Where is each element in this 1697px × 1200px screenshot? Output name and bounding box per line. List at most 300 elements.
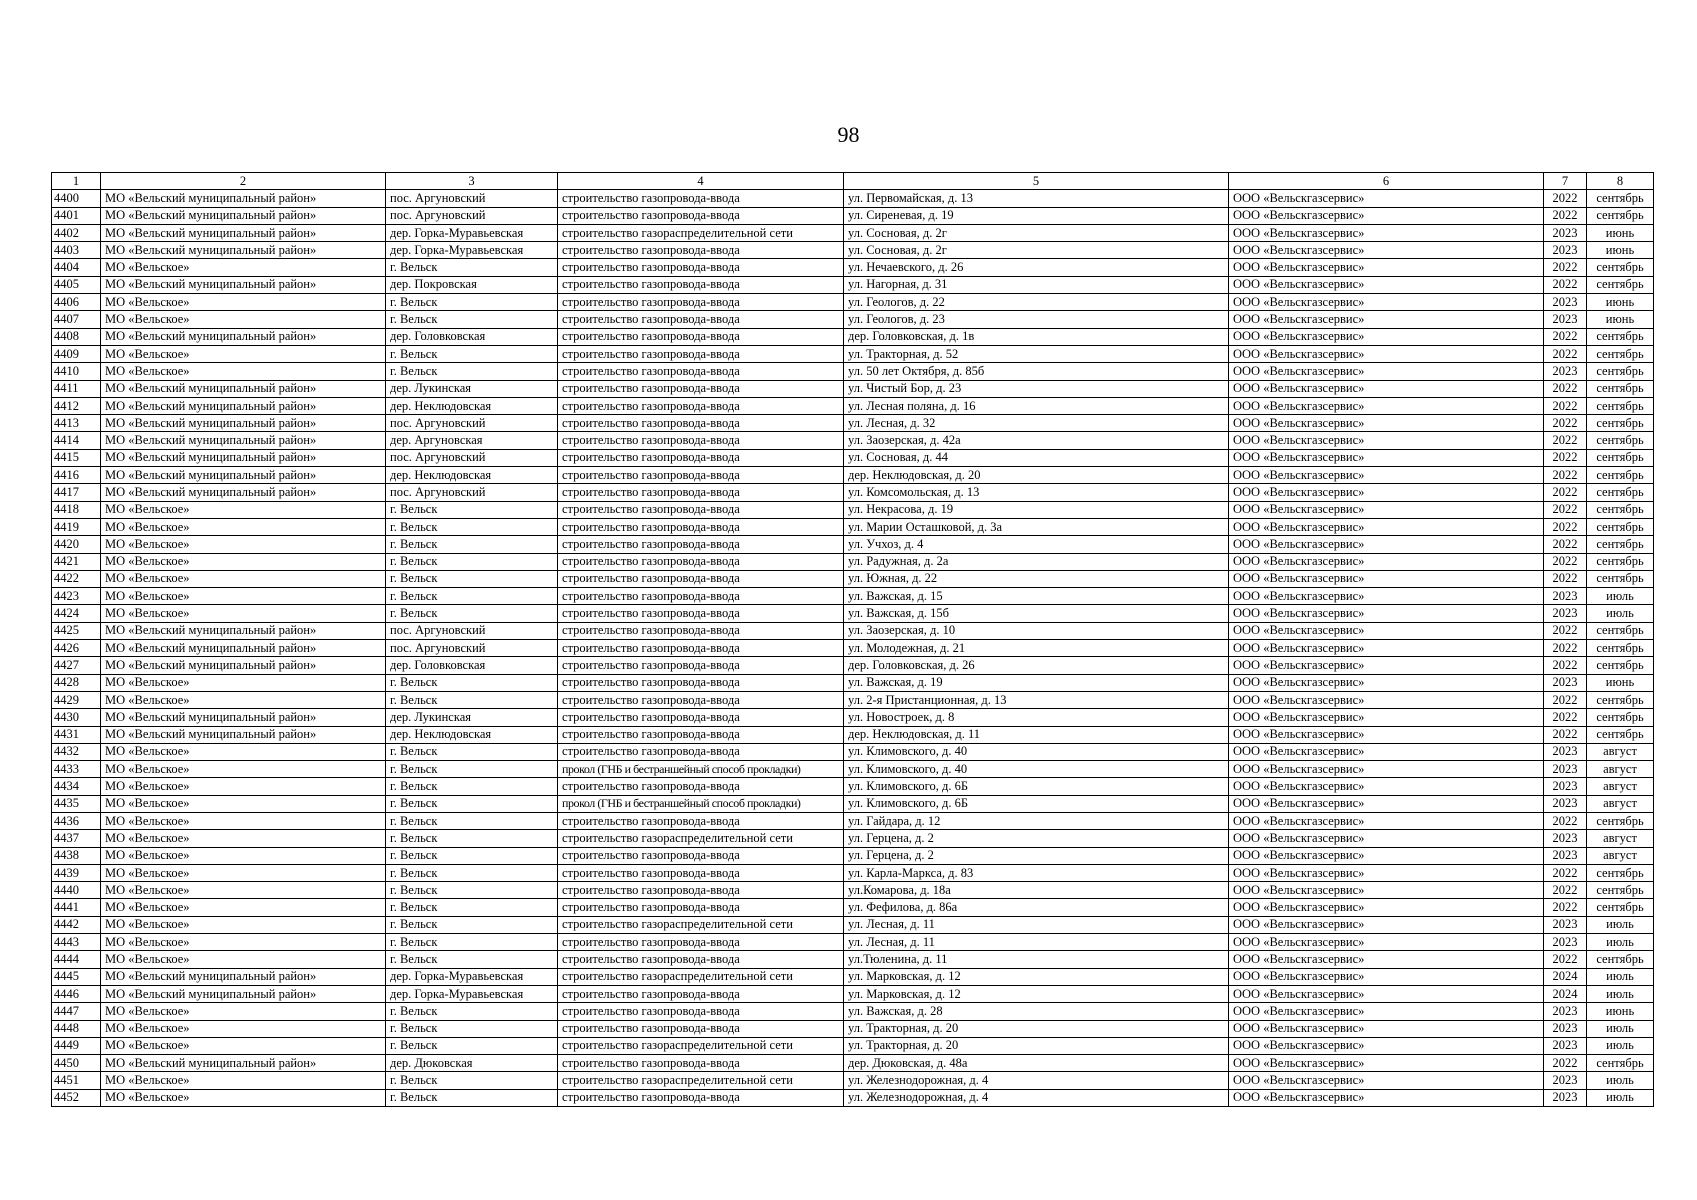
contractor-cell: ООО «Вельскгазсервис»: [1229, 657, 1544, 674]
address-cell: ул. Заозерская, д. 10: [844, 622, 1229, 639]
settlement-cell: дер. Горка-Муравьевская: [386, 242, 558, 259]
month-cell: июнь: [1587, 294, 1654, 311]
row-number-cell: 4427: [52, 657, 101, 674]
municipality-cell: МО «Вельское»: [101, 795, 386, 812]
year-cell: 2022: [1544, 812, 1587, 829]
row-number-cell: 4419: [52, 518, 101, 535]
contractor-cell: ООО «Вельскгазсервис»: [1229, 190, 1544, 207]
work-type-cell: строительство газопровода-ввода: [558, 934, 844, 951]
row-number-cell: 4430: [52, 709, 101, 726]
work-type-cell: строительство газопровода-ввода: [558, 726, 844, 743]
year-cell: 2024: [1544, 968, 1587, 985]
work-type-cell: строительство газопровода-ввода: [558, 640, 844, 657]
settlement-cell: г. Вельск: [386, 345, 558, 362]
table-row: [52, 934, 1654, 951]
municipality-cell: МО «Вельское»: [101, 951, 386, 968]
row-number-cell: 4410: [52, 363, 101, 380]
row-number-cell: 4422: [52, 570, 101, 587]
month-cell: сентябрь: [1587, 397, 1654, 414]
address-cell: ул. Фефилова, д. 86а: [844, 899, 1229, 916]
table-row: [52, 190, 1654, 207]
work-type-cell: строительство газопровода-ввода: [558, 1055, 844, 1072]
municipality-cell: МО «Вельский муниципальный район»: [101, 467, 386, 484]
work-type-cell: строительство газопровода-ввода: [558, 397, 844, 414]
row-number-cell: 4414: [52, 432, 101, 449]
year-cell: 2022: [1544, 276, 1587, 293]
contractor-cell: ООО «Вельскгазсервис»: [1229, 882, 1544, 899]
contractor-cell: ООО «Вельскгазсервис»: [1229, 518, 1544, 535]
table-row: [52, 1003, 1654, 1020]
contractor-cell: ООО «Вельскгазсервис»: [1229, 812, 1544, 829]
settlement-cell: г. Вельск: [386, 743, 558, 760]
month-cell: июль: [1587, 1072, 1654, 1089]
address-cell: ул. Марии Осташковой, д. 3а: [844, 518, 1229, 535]
municipality-cell: МО «Вельский муниципальный район»: [101, 726, 386, 743]
row-number-cell: 4437: [52, 830, 101, 847]
settlement-cell: г. Вельск: [386, 294, 558, 311]
year-cell: 2022: [1544, 536, 1587, 553]
table-row: [52, 311, 1654, 328]
year-cell: 2023: [1544, 1020, 1587, 1037]
year-cell: 2023: [1544, 916, 1587, 933]
year-cell: 2023: [1544, 363, 1587, 380]
address-cell: ул. Важская, д. 19: [844, 674, 1229, 691]
work-type-cell: строительство газораспределительной сети: [558, 916, 844, 933]
year-cell: 2023: [1544, 847, 1587, 864]
year-cell: 2023: [1544, 761, 1587, 778]
month-cell: июль: [1587, 605, 1654, 622]
contractor-cell: ООО «Вельскгазсервис»: [1229, 968, 1544, 985]
contractor-cell: ООО «Вельскгазсервис»: [1229, 570, 1544, 587]
work-type-cell: строительство газопровода-ввода: [558, 190, 844, 207]
row-number-cell: 4450: [52, 1055, 101, 1072]
municipality-cell: МО «Вельский муниципальный район»: [101, 709, 386, 726]
year-cell: 2022: [1544, 553, 1587, 570]
work-type-cell: строительство газопровода-ввода: [558, 882, 844, 899]
month-cell: сентябрь: [1587, 518, 1654, 535]
settlement-cell: г. Вельск: [386, 259, 558, 276]
settlement-cell: г. Вельск: [386, 864, 558, 881]
work-type-cell: строительство газопровода-ввода: [558, 311, 844, 328]
work-type-cell: строительство газораспределительной сети: [558, 224, 844, 241]
address-cell: ул. Геологов, д. 23: [844, 311, 1229, 328]
table-row: [52, 1055, 1654, 1072]
address-cell: ул. Комсомольская, д. 13: [844, 484, 1229, 501]
address-cell: ул.Комарова, д. 18а: [844, 882, 1229, 899]
table-row: [52, 761, 1654, 778]
table-row: [52, 467, 1654, 484]
contractor-cell: ООО «Вельскгазсервис»: [1229, 345, 1544, 362]
contractor-cell: ООО «Вельскгазсервис»: [1229, 415, 1544, 432]
row-number-cell: 4449: [52, 1037, 101, 1054]
work-type-cell: строительство газопровода-ввода: [558, 432, 844, 449]
row-number-cell: 4420: [52, 536, 101, 553]
year-cell: 2022: [1544, 726, 1587, 743]
row-number-cell: 4418: [52, 501, 101, 518]
settlement-cell: пос. Аргуновский: [386, 415, 558, 432]
work-type-cell: строительство газопровода-ввода: [558, 449, 844, 466]
row-number-cell: 4452: [52, 1089, 101, 1106]
work-type-cell: строительство газопровода-ввода: [558, 1003, 844, 1020]
year-cell: 2023: [1544, 605, 1587, 622]
settlement-cell: дер. Покровская: [386, 276, 558, 293]
table-row: [52, 328, 1654, 345]
contractor-cell: ООО «Вельскгазсервис»: [1229, 1089, 1544, 1106]
year-cell: 2022: [1544, 899, 1587, 916]
table-row: [52, 1020, 1654, 1037]
settlement-cell: г. Вельск: [386, 916, 558, 933]
work-type-cell: строительство газопровода-ввода: [558, 899, 844, 916]
month-cell: сентябрь: [1587, 726, 1654, 743]
row-number-cell: 4401: [52, 207, 101, 224]
page-number: 98: [837, 122, 860, 147]
municipality-cell: МО «Вельский муниципальный район»: [101, 190, 386, 207]
settlement-cell: дер. Горка-Муравьевская: [386, 985, 558, 1002]
address-cell: ул.Тюленина, д. 11: [844, 951, 1229, 968]
year-cell: 2023: [1544, 224, 1587, 241]
month-cell: июль: [1587, 916, 1654, 933]
work-type-cell: строительство газопровода-ввода: [558, 484, 844, 501]
municipality-cell: МО «Вельский муниципальный район»: [101, 968, 386, 985]
month-cell: июнь: [1587, 242, 1654, 259]
table-row: [52, 847, 1654, 864]
year-cell: 2022: [1544, 622, 1587, 639]
column-number-row: [52, 173, 1654, 190]
work-type-cell: строительство газопровода-ввода: [558, 985, 844, 1002]
contractor-cell: ООО «Вельскгазсервис»: [1229, 916, 1544, 933]
table-row: [52, 968, 1654, 985]
year-cell: 2022: [1544, 328, 1587, 345]
col-header-4: 4: [558, 173, 844, 190]
address-cell: ул. 2-я Пристанционная, д. 13: [844, 691, 1229, 708]
address-cell: ул. Новостроек, д. 8: [844, 709, 1229, 726]
work-type-cell: строительство газопровода-ввода: [558, 518, 844, 535]
table-row: [52, 864, 1654, 881]
settlement-cell: г. Вельск: [386, 761, 558, 778]
settlement-cell: пос. Аргуновский: [386, 622, 558, 639]
work-type-cell: строительство газопровода-ввода: [558, 864, 844, 881]
contractor-cell: ООО «Вельскгазсервис»: [1229, 588, 1544, 605]
contractor-cell: ООО «Вельскгазсервис»: [1229, 259, 1544, 276]
address-cell: ул. Климовского, д. 40: [844, 743, 1229, 760]
address-cell: ул. Марковская, д. 12: [844, 968, 1229, 985]
row-number-cell: 4408: [52, 328, 101, 345]
contractor-cell: ООО «Вельскгазсервис»: [1229, 276, 1544, 293]
table-row: [52, 242, 1654, 259]
month-cell: июнь: [1587, 224, 1654, 241]
year-cell: 2022: [1544, 657, 1587, 674]
table-row: [52, 397, 1654, 414]
address-cell: ул. Лесная, д. 32: [844, 415, 1229, 432]
month-cell: август: [1587, 830, 1654, 847]
address-cell: ул. Южная, д. 22: [844, 570, 1229, 587]
row-number-cell: 4438: [52, 847, 101, 864]
row-number-cell: 4447: [52, 1003, 101, 1020]
contractor-cell: ООО «Вельскгазсервис»: [1229, 605, 1544, 622]
work-type-cell: строительство газопровода-ввода: [558, 674, 844, 691]
municipality-cell: МО «Вельский муниципальный район»: [101, 985, 386, 1002]
contractor-cell: ООО «Вельскгазсервис»: [1229, 328, 1544, 345]
municipality-cell: МО «Вельское»: [101, 1037, 386, 1054]
contractor-cell: ООО «Вельскгазсервис»: [1229, 830, 1544, 847]
municipality-cell: МО «Вельское»: [101, 778, 386, 795]
work-type-cell: строительство газопровода-ввода: [558, 259, 844, 276]
address-cell: ул. Тракторная, д. 20: [844, 1037, 1229, 1054]
work-type-cell: строительство газопровода-ввода: [558, 778, 844, 795]
row-number-cell: 4428: [52, 674, 101, 691]
work-type-cell: прокол (ГНБ и бестраншейный способ прокладки): [558, 761, 844, 778]
col-header-1: 1: [52, 173, 101, 190]
row-number-cell: 4441: [52, 899, 101, 916]
row-number-cell: 4436: [52, 812, 101, 829]
table-row: [52, 536, 1654, 553]
municipality-cell: МО «Вельское»: [101, 743, 386, 760]
settlement-cell: г. Вельск: [386, 951, 558, 968]
table-row: [52, 276, 1654, 293]
contractor-cell: ООО «Вельскгазсервис»: [1229, 397, 1544, 414]
year-cell: 2022: [1544, 709, 1587, 726]
row-number-cell: 4417: [52, 484, 101, 501]
table-row: [52, 432, 1654, 449]
settlement-cell: г. Вельск: [386, 311, 558, 328]
contractor-cell: ООО «Вельскгазсервис»: [1229, 363, 1544, 380]
year-cell: 2022: [1544, 864, 1587, 881]
table-row: [52, 207, 1654, 224]
work-type-cell: строительство газопровода-ввода: [558, 345, 844, 362]
contractor-cell: ООО «Вельскгазсервис»: [1229, 985, 1544, 1002]
work-type-cell: прокол (ГНБ и бестраншейный способ прокладки): [558, 795, 844, 812]
row-number-cell: 4405: [52, 276, 101, 293]
municipality-cell: МО «Вельское»: [101, 294, 386, 311]
address-cell: ул. Первомайская, д. 13: [844, 190, 1229, 207]
row-number-cell: 4421: [52, 553, 101, 570]
row-number-cell: 4404: [52, 259, 101, 276]
month-cell: сентябрь: [1587, 864, 1654, 881]
year-cell: 2022: [1544, 501, 1587, 518]
year-cell: 2022: [1544, 882, 1587, 899]
municipality-cell: МО «Вельский муниципальный район»: [101, 380, 386, 397]
year-cell: 2023: [1544, 1037, 1587, 1054]
settlement-cell: г. Вельск: [386, 674, 558, 691]
address-cell: дер. Неклюдовская, д. 11: [844, 726, 1229, 743]
contractor-cell: ООО «Вельскгазсервис»: [1229, 311, 1544, 328]
contractor-cell: ООО «Вельскгазсервис»: [1229, 847, 1544, 864]
table-row: [52, 570, 1654, 587]
year-cell: 2022: [1544, 484, 1587, 501]
settlement-cell: пос. Аргуновский: [386, 190, 558, 207]
settlement-cell: г. Вельск: [386, 795, 558, 812]
table-row: [52, 553, 1654, 570]
settlement-cell: г. Вельск: [386, 691, 558, 708]
month-cell: сентябрь: [1587, 622, 1654, 639]
work-type-cell: строительство газопровода-ввода: [558, 691, 844, 708]
work-type-cell: строительство газопровода-ввода: [558, 207, 844, 224]
contractor-cell: ООО «Вельскгазсервис»: [1229, 761, 1544, 778]
municipality-cell: МО «Вельское»: [101, 691, 386, 708]
month-cell: сентябрь: [1587, 691, 1654, 708]
month-cell: август: [1587, 743, 1654, 760]
municipality-cell: МО «Вельское»: [101, 882, 386, 899]
municipality-cell: МО «Вельский муниципальный район»: [101, 397, 386, 414]
settlement-cell: пос. Аргуновский: [386, 207, 558, 224]
municipality-cell: МО «Вельский муниципальный район»: [101, 242, 386, 259]
table-row: [52, 259, 1654, 276]
row-number-cell: 4416: [52, 467, 101, 484]
municipality-cell: МО «Вельское»: [101, 1072, 386, 1089]
settlement-cell: пос. Аргуновский: [386, 484, 558, 501]
contractor-cell: ООО «Вельскгазсервис»: [1229, 934, 1544, 951]
row-number-cell: 4424: [52, 605, 101, 622]
table-row: [52, 674, 1654, 691]
contractor-cell: ООО «Вельскгазсервис»: [1229, 864, 1544, 881]
table-row: [52, 743, 1654, 760]
settlement-cell: г. Вельск: [386, 830, 558, 847]
address-cell: ул. Заозерская, д. 42а: [844, 432, 1229, 449]
settlement-cell: дер. Неклюдовская: [386, 467, 558, 484]
address-cell: ул. Лесная поляна, д. 16: [844, 397, 1229, 414]
row-number-cell: 4412: [52, 397, 101, 414]
address-cell: ул. Тракторная, д. 20: [844, 1020, 1229, 1037]
month-cell: сентябрь: [1587, 1055, 1654, 1072]
settlement-cell: дер. Дюковская: [386, 1055, 558, 1072]
municipality-cell: МО «Вельское»: [101, 570, 386, 587]
contractor-cell: ООО «Вельскгазсервис»: [1229, 432, 1544, 449]
table-row: [52, 830, 1654, 847]
month-cell: июль: [1587, 985, 1654, 1002]
address-cell: дер. Дюковская, д. 48а: [844, 1055, 1229, 1072]
contractor-cell: ООО «Вельскгазсервис»: [1229, 640, 1544, 657]
work-type-cell: строительство газопровода-ввода: [558, 328, 844, 345]
address-cell: ул. Важская, д. 15: [844, 588, 1229, 605]
address-cell: ул. Чистый Бор, д. 23: [844, 380, 1229, 397]
row-number-cell: 4445: [52, 968, 101, 985]
work-type-cell: строительство газопровода-ввода: [558, 415, 844, 432]
month-cell: сентябрь: [1587, 553, 1654, 570]
contractor-cell: ООО «Вельскгазсервис»: [1229, 1003, 1544, 1020]
settlement-cell: г. Вельск: [386, 812, 558, 829]
row-number-cell: 4429: [52, 691, 101, 708]
address-cell: ул. Климовского, д. 6Б: [844, 778, 1229, 795]
month-cell: август: [1587, 795, 1654, 812]
municipality-cell: МО «Вельский муниципальный район»: [101, 432, 386, 449]
month-cell: июль: [1587, 1020, 1654, 1037]
settlement-cell: г. Вельск: [386, 847, 558, 864]
year-cell: 2022: [1544, 449, 1587, 466]
row-number-cell: 4409: [52, 345, 101, 362]
row-number-cell: 4435: [52, 795, 101, 812]
year-cell: 2022: [1544, 345, 1587, 362]
year-cell: 2022: [1544, 640, 1587, 657]
address-cell: ул. Герцена, д. 2: [844, 830, 1229, 847]
year-cell: 2023: [1544, 1072, 1587, 1089]
work-type-cell: строительство газопровода-ввода: [558, 536, 844, 553]
settlement-cell: г. Вельск: [386, 605, 558, 622]
contractor-cell: ООО «Вельскгазсервис»: [1229, 795, 1544, 812]
municipality-cell: МО «Вельский муниципальный район»: [101, 276, 386, 293]
table-row: [52, 709, 1654, 726]
address-cell: ул. 50 лет Октября, д. 85б: [844, 363, 1229, 380]
row-number-cell: 4443: [52, 934, 101, 951]
municipality-cell: МО «Вельское»: [101, 311, 386, 328]
col-header-3: 3: [386, 173, 558, 190]
month-cell: сентябрь: [1587, 276, 1654, 293]
contractor-cell: ООО «Вельскгазсервис»: [1229, 691, 1544, 708]
address-cell: ул. Лесная, д. 11: [844, 934, 1229, 951]
address-cell: ул. Карла-Маркса, д. 83: [844, 864, 1229, 881]
municipality-cell: МО «Вельское»: [101, 553, 386, 570]
address-cell: ул. Нечаевского, д. 26: [844, 259, 1229, 276]
row-number-cell: 4442: [52, 916, 101, 933]
month-cell: сентябрь: [1587, 501, 1654, 518]
month-cell: сентябрь: [1587, 812, 1654, 829]
contractor-cell: ООО «Вельскгазсервис»: [1229, 622, 1544, 639]
municipality-cell: МО «Вельское»: [101, 1003, 386, 1020]
work-type-cell: строительство газопровода-ввода: [558, 294, 844, 311]
month-cell: август: [1587, 847, 1654, 864]
address-cell: дер. Неклюдовская, д. 20: [844, 467, 1229, 484]
municipality-cell: МО «Вельское»: [101, 864, 386, 881]
address-cell: ул. Сосновая, д. 44: [844, 449, 1229, 466]
year-cell: 2022: [1544, 467, 1587, 484]
contractor-cell: ООО «Вельскгазсервис»: [1229, 743, 1544, 760]
month-cell: июль: [1587, 934, 1654, 951]
month-cell: июнь: [1587, 1003, 1654, 1020]
address-cell: ул. Марковская, д. 12: [844, 985, 1229, 1002]
contractor-cell: ООО «Вельскгазсервис»: [1229, 467, 1544, 484]
table-row: [52, 622, 1654, 639]
table-row: [52, 882, 1654, 899]
table-row: [52, 657, 1654, 674]
col-header-2: 2: [101, 173, 386, 190]
contractor-cell: ООО «Вельскгазсервис»: [1229, 484, 1544, 501]
address-cell: ул. Геологов, д. 22: [844, 294, 1229, 311]
month-cell: сентябрь: [1587, 882, 1654, 899]
month-cell: сентябрь: [1587, 709, 1654, 726]
row-number-cell: 4426: [52, 640, 101, 657]
settlement-cell: г. Вельск: [386, 570, 558, 587]
municipality-cell: МО «Вельское»: [101, 1020, 386, 1037]
month-cell: сентябрь: [1587, 345, 1654, 362]
municipality-cell: МО «Вельское»: [101, 830, 386, 847]
address-cell: ул. Герцена, д. 2: [844, 847, 1229, 864]
settlement-cell: г. Вельск: [386, 1037, 558, 1054]
month-cell: август: [1587, 761, 1654, 778]
work-type-cell: строительство газораспределительной сети: [558, 968, 844, 985]
address-cell: ул. Гайдара, д. 12: [844, 812, 1229, 829]
table-row: [52, 605, 1654, 622]
settlement-cell: дер. Головковская: [386, 657, 558, 674]
work-type-cell: строительство газораспределительной сети: [558, 830, 844, 847]
table-body: [52, 190, 1654, 1107]
contractor-cell: ООО «Вельскгазсервис»: [1229, 674, 1544, 691]
contractor-cell: ООО «Вельскгазсервис»: [1229, 951, 1544, 968]
month-cell: июнь: [1587, 311, 1654, 328]
address-cell: ул. Молодежная, д. 21: [844, 640, 1229, 657]
municipality-cell: МО «Вельский муниципальный район»: [101, 207, 386, 224]
row-number-cell: 4425: [52, 622, 101, 639]
month-cell: сентябрь: [1587, 380, 1654, 397]
table-row: [52, 1037, 1654, 1054]
month-cell: сентябрь: [1587, 657, 1654, 674]
municipality-cell: МО «Вельский муниципальный район»: [101, 449, 386, 466]
month-cell: август: [1587, 778, 1654, 795]
settlement-cell: дер. Горка-Муравьевская: [386, 224, 558, 241]
month-cell: сентябрь: [1587, 951, 1654, 968]
year-cell: 2022: [1544, 518, 1587, 535]
table-row: [52, 899, 1654, 916]
address-cell: ул. Некрасова, д. 19: [844, 501, 1229, 518]
table-row: [52, 415, 1654, 432]
